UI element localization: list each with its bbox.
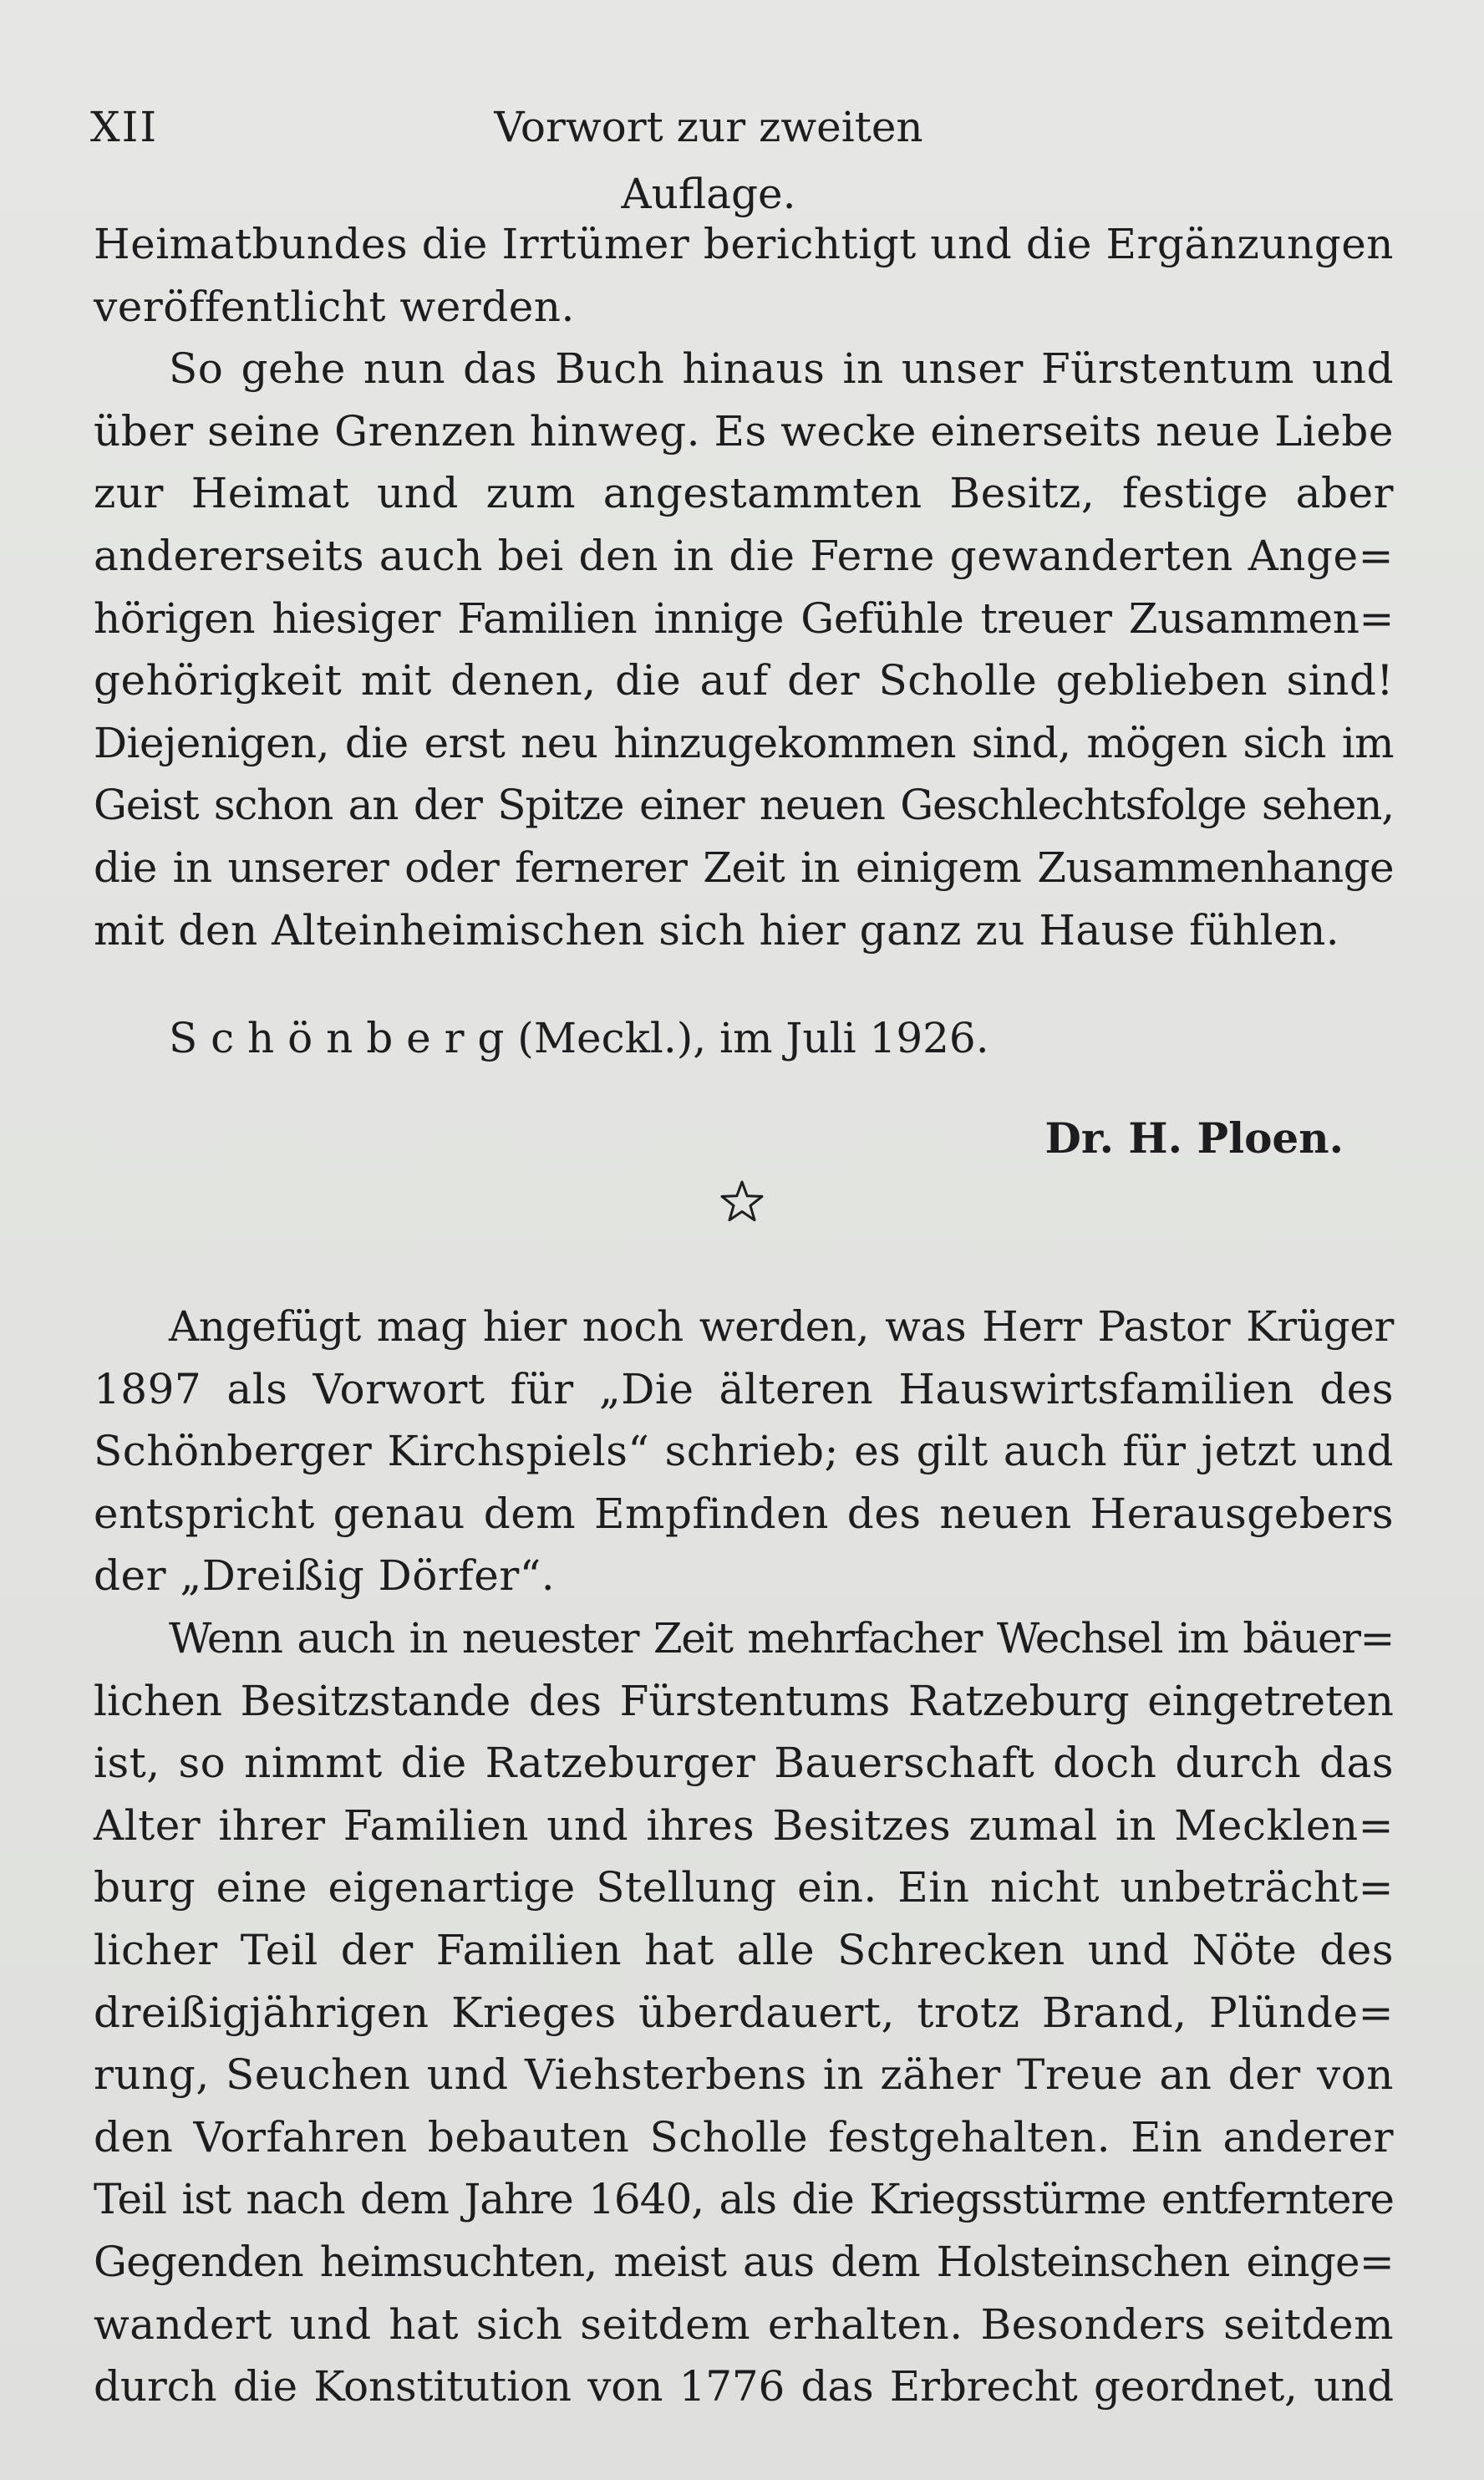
page-number: XII [90, 103, 159, 151]
running-head: Vorwort zur zweiten Auflage. [494, 103, 923, 218]
text-line: Teil ist nach dem Jahre 1640, als die Kriegsstürme entferntere [94, 2175, 1394, 2224]
text-line: der „Dreißig Dörfer“. [94, 1551, 556, 1601]
text-line: Schönberger Kirchspiels“ schrieb; es gilt auch für jetzt und [94, 1427, 1394, 1476]
text-line: veröffentlicht werden. [94, 282, 575, 331]
text-line: So gehe nun das Buch hinaus in unser Fürstentum und [169, 344, 1394, 394]
paragraph-block-1 [94, 213, 1394, 961]
paragraph-block-2 [94, 1296, 1394, 2418]
text-line: wandert und hat sich seitdem erhalten. Besonders seitdem [94, 2299, 1394, 2349]
page-header [90, 94, 1394, 218]
text-line: ist, so nimmt die Ratzeburger Bauerschaft doch durch das [94, 1739, 1394, 1788]
text-line: Alter ihrer Familien und ihres Besitzes zumal in Mecklen= [94, 1800, 1394, 1850]
text-line: hörigen hiesiger Familien innige Gefühle treuer Zusammen= [94, 593, 1394, 643]
text-line: über seine Grenzen hinweg. Es wecke einerseits neue Liebe [94, 406, 1394, 456]
text-line: Heimatbundes die Irrtümer berichtigt und die Ergänzungen [94, 220, 1394, 268]
text-line: gehörigkeit mit denen, die auf der Scholle geblieben sind! [94, 656, 1394, 705]
text-line: burg eine eigenartige Stellung ein. Ein nicht unbeträcht= [94, 1863, 1394, 1912]
star-divider-icon [717, 1177, 767, 1227]
text-line: Diejenigen, die erst neu hinzugekommen sind, mögen sich im [94, 718, 1394, 767]
text-line: lichen Besitzstande des Fürstentums Ratzeburg eingetreten [94, 1676, 1394, 1725]
text-line: Wenn auch in neuester Zeit mehrfacher Wechsel im bäuer= [169, 1613, 1394, 1663]
text-line: mit den Alteinheimischen sich hier ganz zu Hause fühlen. [94, 905, 1340, 955]
author-signature: Dr. H. Ploen. [1044, 1113, 1344, 1163]
text-line: Angefügt mag hier noch werden, was Herr Pastor Krüger [169, 1302, 1394, 1351]
text-line: die in unserer oder fernerer Zeit in einigem Zusammenhange [94, 843, 1394, 892]
text-line: entspricht genau dem Empfinden des neuen Herausgebers [94, 1489, 1394, 1538]
text-line: andererseits auch bei den in die Ferne gewanderten Ange= [94, 531, 1394, 580]
text-line: rung, Seuchen und Viehsterbens in zäher Treue an der von [94, 2050, 1394, 2100]
text-line: durch die Konstitution von 1776 das Erbrecht geordnet, und [94, 2362, 1394, 2411]
text-line: 1897 als Vorwort für „Die älteren Hauswirtsfamilien des [94, 1364, 1394, 1413]
dateline: S c h ö n b e r g (Meckl.), im Juli 1926. [169, 1014, 989, 1062]
text-line: Geist schon an der Spitze einer neuen Geschlechtsfolge sehen, [94, 781, 1394, 830]
text-line: dreißigjährigen Krieges überdauert, trotz Brand, Plünde= [94, 1988, 1394, 2037]
text-line: zur Heimat und zum angestammten Besitz, festige aber [94, 469, 1394, 518]
text-line: licher Teil der Familien hat alle Schrecken und Nöte des [94, 1925, 1394, 1974]
text-line: Gegenden heimsuchten, meist aus dem Holsteinschen einge= [94, 2237, 1394, 2286]
text-line: den Vorfahren bebauten Scholle festgehalten. Ein anderer [94, 2112, 1394, 2162]
